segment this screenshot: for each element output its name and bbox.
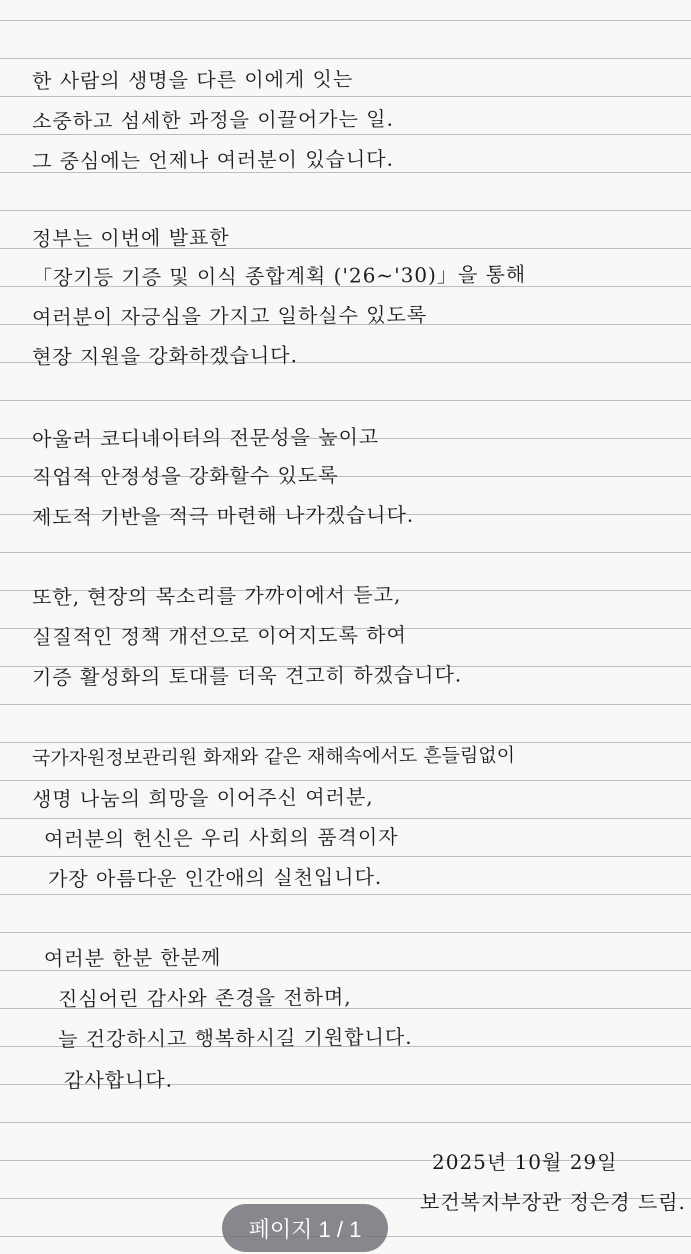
letter-line: 직업적 안정성을 강화할수 있도록 xyxy=(31,462,339,490)
letter-line: 진심어린 감사와 존경을 전하며, xyxy=(57,984,352,1012)
page-indicator-label: 페이지 1 / 1 xyxy=(248,1216,362,1242)
letter-line: 여러분의 헌신은 우리 사회의 품격이자 xyxy=(43,824,399,852)
letter-line: 아울러 코디네이터의 전문성을 높이고 xyxy=(31,424,380,452)
letter-line: 가장 아름다운 인간애의 실천입니다. xyxy=(47,864,383,892)
letter-line: 여러분이 자긍심을 가지고 일하실수 있도록 xyxy=(31,302,428,330)
letter-line: 국가자원정보관리원 화재와 같은 재해속에서도 흔들림없이 xyxy=(31,744,516,770)
letter-line: 감사합니다. xyxy=(63,1067,174,1093)
letter-line: 실질적인 정책 개선으로 이어지도록 하여 xyxy=(31,622,407,650)
letter-line: 정부는 이번에 발표한 xyxy=(31,225,230,251)
letter-line: 「장기등 기증 및 이식 종합계획 ('26~'30)」을 통해 xyxy=(31,262,527,290)
letter-line: 제도적 기반을 적극 마련해 나가겠습니다. xyxy=(31,502,415,530)
letter-line: 생명 나눔의 희망을 이어주신 여러분, xyxy=(31,784,374,812)
letter-line: 늘 건강하시고 행복하시길 기원합니다. xyxy=(57,1024,413,1052)
page-indicator[interactable] xyxy=(222,1204,388,1252)
letter-signature: 보건복지부장관 정은경 드림. xyxy=(420,1190,686,1214)
letter-date: 2025년 10월 29일 xyxy=(432,1150,618,1174)
letter-line: 현장 지원을 강화하겠습니다. xyxy=(31,343,299,369)
letter-line: 기증 활성화의 토대를 더욱 견고히 하겠습니다. xyxy=(31,662,463,690)
letter-line: 또한, 현장의 목소리를 가까이에서 듣고, xyxy=(31,582,402,610)
letter-line: 여러분 한분 한분께 xyxy=(43,945,222,971)
letter-line: 한 사람의 생명을 다른 이에게 잇는 xyxy=(31,66,354,94)
letter-line: 그 중심에는 언제나 여러분이 있습니다. xyxy=(31,146,395,174)
letter-line: 소중하고 섬세한 과정을 이끌어가는 일. xyxy=(31,106,395,134)
